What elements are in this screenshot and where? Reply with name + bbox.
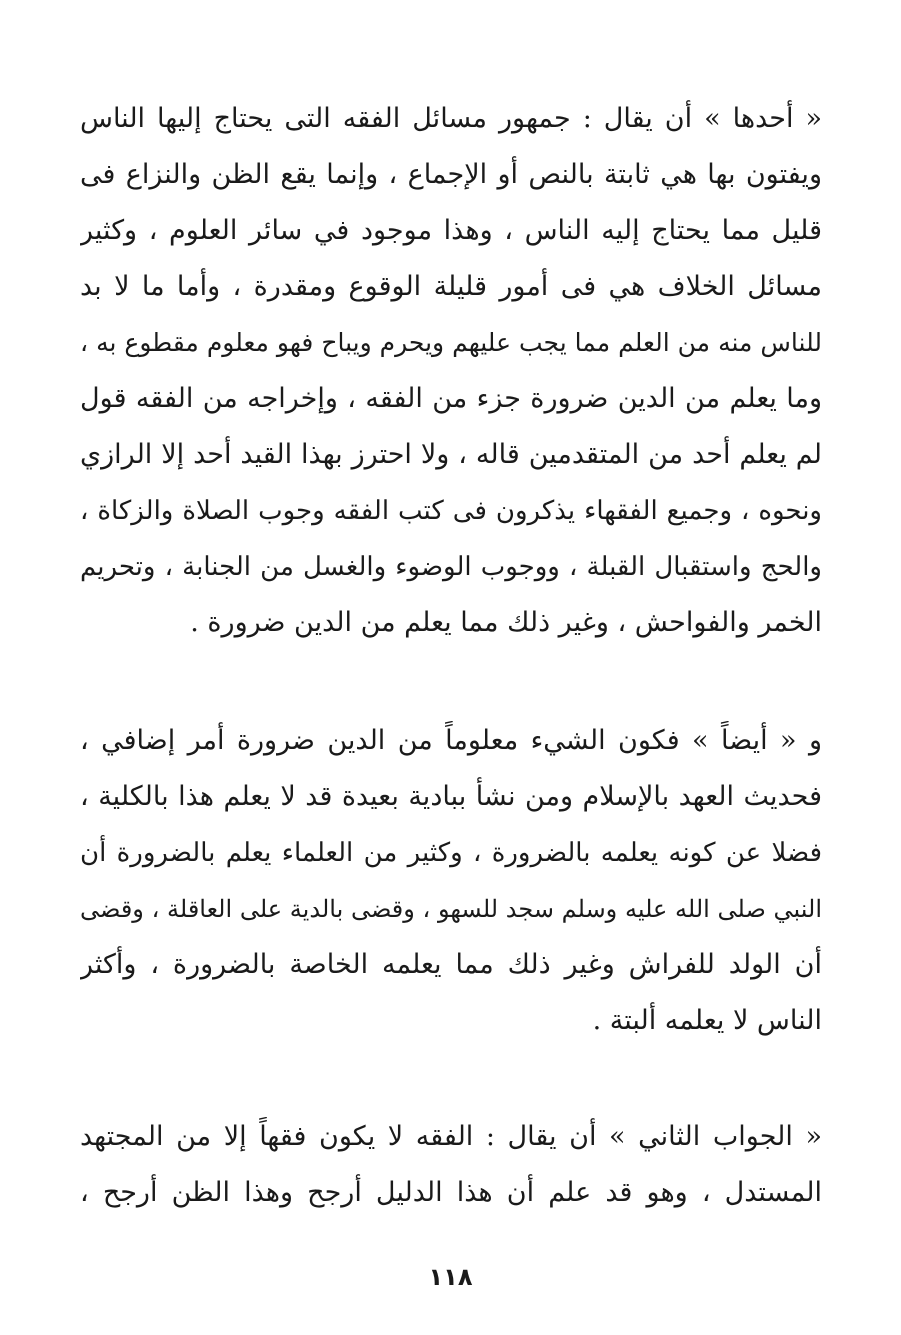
paragraph-1-line-8: ونحوه ، وجميع الفقهاء يذكرون فى كتب الفقه وجوب الصلاة والزكاة ، [80, 496, 822, 526]
paragraph-1-line-7: لم يعلم أحد من المتقدمين قاله ، ولا احترز بهذا القيد أحد إلا الرازي [80, 439, 822, 470]
paragraph-1-line-1: « أحدها » أن يقال : جمهور مسائل الفقه التى يحتاج إليها الناس [80, 103, 822, 134]
paragraph-2-line-6: الناس لا يعلمه ألبتة . [592, 1005, 822, 1036]
paragraph-2-line-5: أن الولد للفراش وغير ذلك مما يعلمه الخاصة بالضرورة ، وأكثر [80, 949, 822, 980]
paragraph-1-line-6: وما يعلم من الدين ضرورة جزء من الفقه ، وإخراجه من الفقه قول [80, 383, 822, 414]
paragraph-2-line-4: النبي صلى الله عليه وسلم سجد للسهو ، وقضى بالدية على العاقلة ، وقضى [80, 895, 822, 923]
paragraph-3-line-2: المستدل ، وهو قد علم أن هذا الدليل أرجح وهذا الظن أرجح ، [80, 1177, 822, 1208]
paragraph-2-line-3: فضلا عن كونه يعلمه بالضرورة ، وكثير من العلماء يعلم بالضرورة أن [80, 838, 822, 868]
paragraph-3-line-1: « الجواب الثاني » أن يقال : الفقه لا يكون فقهاً إلا من المجتهد [80, 1121, 822, 1152]
page-number: ١١٨ [428, 1263, 473, 1291]
paragraph-1-line-5: للناس منه من العلم مما يجب عليهم ويحرم ويباح فهو معلوم مقطوع به ، [80, 328, 822, 357]
paragraph-2-line-1: و « أيضاً » فكون الشيء معلوماً من الدين ضرورة أمر إضافي ، [80, 725, 822, 756]
paragraph-1-line-10: الخمر والفواحش ، وغير ذلك مما يعلم من الدين ضرورة . [190, 607, 822, 638]
paragraph-2-line-2: فحديث العهد بالإسلام ومن نشأ ببادية بعيدة قد لا يعلم هذا بالكلية ، [80, 781, 822, 812]
paragraph-1-line-2: ويفتون بها هي ثابتة بالنص أو الإجماع ، وإنما يقع الظن والنزاع فى [80, 159, 822, 190]
paragraph-1-line-9: والحج واستقبال القبلة ، ووجوب الوضوء والغسل من الجنابة ، وتحريم [80, 552, 822, 582]
paragraph-1-line-3: قليل مما يحتاج إليه الناس ، وهذا موجود في سائر العلوم ، وكثير [80, 215, 822, 246]
paragraph-1-line-4: مسائل الخلاف هي فى أمور قليلة الوقوع ومقدرة ، وأما ما لا بد [80, 271, 822, 302]
